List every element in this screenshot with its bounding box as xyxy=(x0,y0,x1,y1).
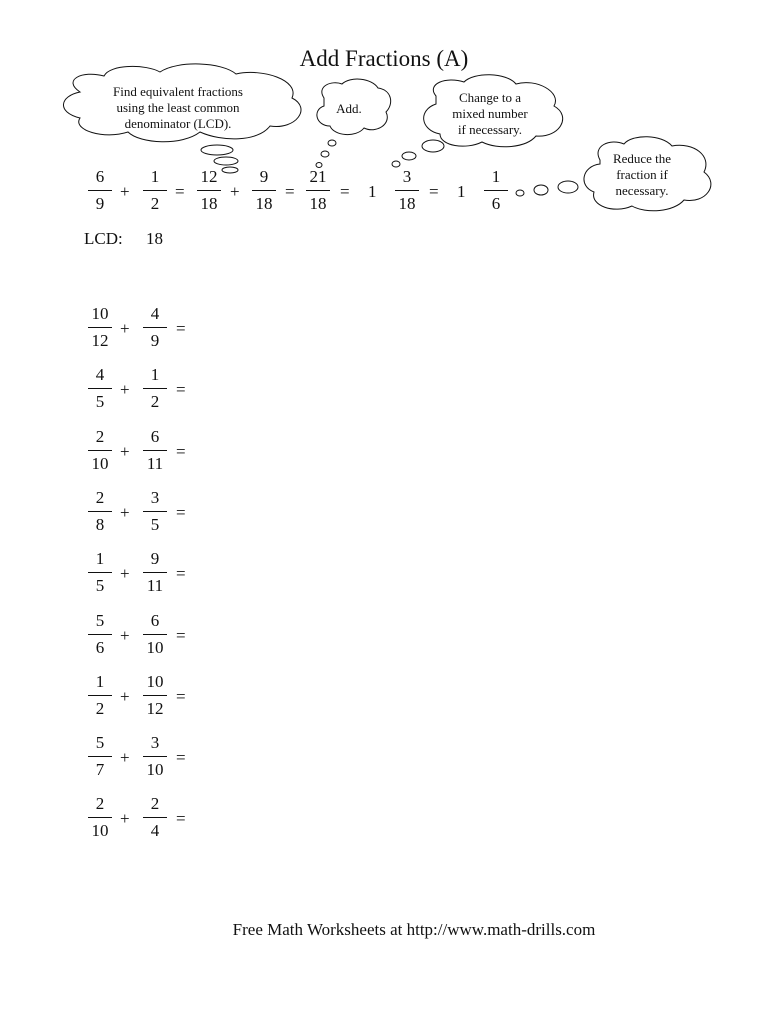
problem-fraction-b: 1 2 xyxy=(141,365,169,412)
equals-sign: = xyxy=(176,748,186,767)
example-fraction-a: 6 9 xyxy=(86,167,114,214)
bubble-mixed-step-text: Change to a mixed number if necessary. xyxy=(452,90,528,137)
equals-sign: = xyxy=(285,182,295,201)
plus-sign: + xyxy=(120,380,130,399)
equals-sign: = xyxy=(176,564,186,583)
example-mixed-fraction: 3 18 xyxy=(393,167,421,214)
problem-row xyxy=(86,794,206,844)
problem-fraction-a: 4 5 xyxy=(86,365,114,412)
plus-sign: + xyxy=(120,319,130,338)
plus-sign: + xyxy=(120,564,130,583)
problem-row xyxy=(86,611,206,661)
plus-sign: + xyxy=(120,182,130,201)
bubble-add-step-text: Add. xyxy=(336,101,362,116)
example-reduced-fraction: 1 6 xyxy=(482,167,510,214)
worksheet-title: Add Fractions (A) xyxy=(299,46,469,71)
example-equivalent-b: 9 18 xyxy=(250,167,278,214)
lcd-label: LCD: xyxy=(84,229,123,248)
problem-row xyxy=(86,672,206,722)
problem-fraction-b: 6 11 xyxy=(141,427,169,474)
problem-fraction-b: 6 10 xyxy=(141,611,169,658)
problem-row xyxy=(86,549,206,599)
example-equivalent-a: 12 18 xyxy=(195,167,223,214)
equals-sign: = xyxy=(340,182,350,201)
problem-row xyxy=(86,304,206,354)
problem-fraction-a: 1 2 xyxy=(86,672,114,719)
problem-fraction-b: 3 10 xyxy=(141,733,169,780)
problem-fraction-b: 3 5 xyxy=(141,488,169,535)
problem-fraction-a: 2 10 xyxy=(86,427,114,474)
problem-fraction-a: 2 10 xyxy=(86,794,114,841)
equals-sign: = xyxy=(176,626,186,645)
problem-fraction-a: 1 5 xyxy=(86,549,114,596)
plus-sign: + xyxy=(230,182,240,201)
plus-sign: + xyxy=(120,687,130,706)
lcd-value: 18 xyxy=(146,229,163,248)
example-fraction-b: 1 2 xyxy=(141,167,169,214)
equals-sign: = xyxy=(176,809,186,828)
example-sum: 21 18 xyxy=(304,167,332,214)
footer-credit: Free Math Worksheets at http://www.math-drills.com xyxy=(232,920,596,939)
problem-fraction-a: 5 7 xyxy=(86,733,114,780)
equals-sign: = xyxy=(429,182,439,201)
equals-sign: = xyxy=(175,182,185,201)
equals-sign: = xyxy=(176,380,186,399)
problem-row xyxy=(86,427,206,477)
plus-sign: + xyxy=(120,748,130,767)
problem-fraction-b: 4 9 xyxy=(141,304,169,351)
reduced-whole-number: 1 xyxy=(457,182,466,201)
problem-fraction-a: 2 8 xyxy=(86,488,114,535)
problem-fraction-b: 2 4 xyxy=(141,794,169,841)
problem-fraction-a: 10 12 xyxy=(86,304,114,351)
equals-sign: = xyxy=(176,687,186,706)
problem-fraction-a: 5 6 xyxy=(86,611,114,658)
mixed-whole-number: 1 xyxy=(368,182,377,201)
plus-sign: + xyxy=(120,626,130,645)
bubble-reduce-step-text: Reduce the fraction if necessary. xyxy=(612,151,672,198)
problem-fraction-b: 10 12 xyxy=(141,672,169,719)
plus-sign: + xyxy=(120,809,130,828)
problem-row xyxy=(86,488,206,538)
equals-sign: = xyxy=(176,503,186,522)
problem-row xyxy=(86,365,206,415)
equals-sign: = xyxy=(176,442,186,461)
plus-sign: + xyxy=(120,442,130,461)
problem-fraction-b: 9 11 xyxy=(141,549,169,596)
problem-row xyxy=(86,733,206,783)
equals-sign: = xyxy=(176,319,186,338)
bubble-lcd-step-text: Find equivalent fractions using the least common denominator (LCD). xyxy=(113,84,243,131)
plus-sign: + xyxy=(120,503,130,522)
